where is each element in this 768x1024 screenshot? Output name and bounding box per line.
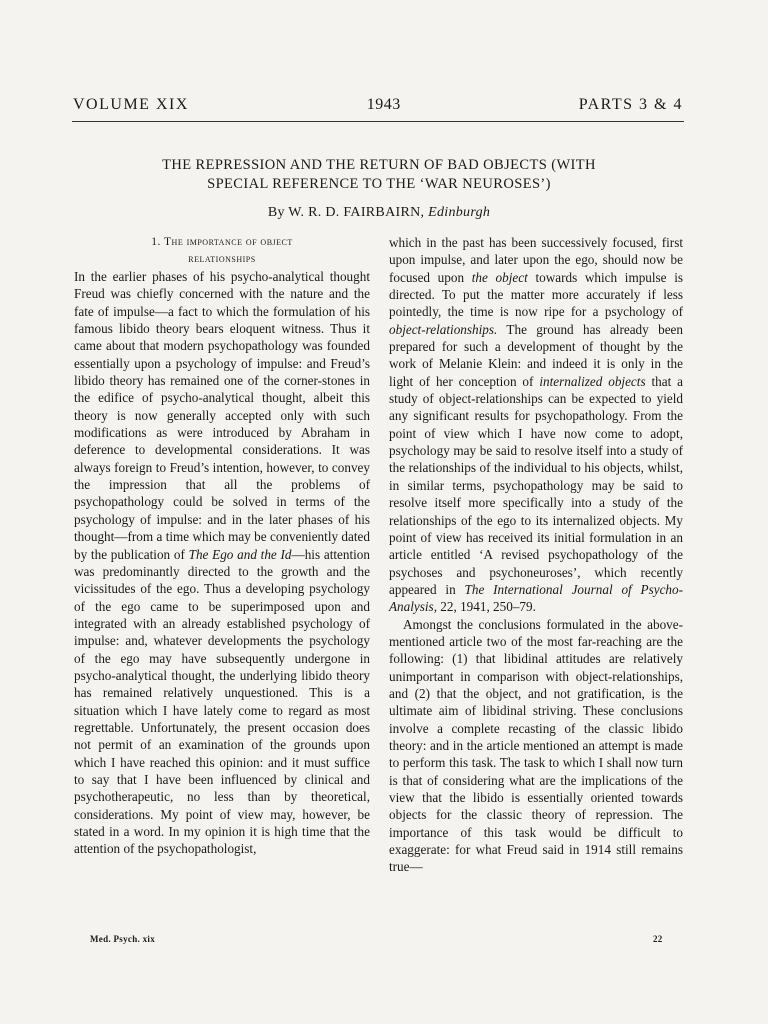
running-header xyxy=(73,96,683,114)
article-title xyxy=(90,156,668,194)
right-column xyxy=(389,234,683,876)
section-heading-line-2: relationships xyxy=(188,253,256,265)
paragraph xyxy=(74,268,370,858)
title-line-1: THE REPRESSION AND THE RETURN OF BAD OBJECTS (WITH xyxy=(162,157,596,173)
em-object-relationships: object-relationships. xyxy=(389,321,498,337)
title-line-2: SPECIAL REFERENCE TO THE ‘WAR NEUROSES’) xyxy=(207,176,551,192)
right-p1-c: The ground has already been prepared for such a development of thought by the work of Melanie Klein: and indeed it is only in the light of her conception of xyxy=(389,321,683,389)
header-rule xyxy=(72,121,684,122)
byline xyxy=(90,205,668,221)
left-column xyxy=(74,234,370,858)
year-label: 1943 xyxy=(366,96,401,113)
signature-mark: Med. Psych. xix xyxy=(90,934,155,944)
right-p1-d: that a study of object-relationships can be expected to yield any significant results for psychopathology. From the point of view which I have now come to adopt, psychology may be said to resolve itself into a study of the relationships of the individual to his objects, whilst, in similar terms, psychopathology may be said to resolve itself more specifically into a study of the relationships of the ego to its internalized objects. My point of view has received its initial formulation in an article entitled ‘A revised psychopathology of the psychoses and psychoneuroses’, which recently appeared in xyxy=(389,373,684,597)
section-heading xyxy=(74,234,370,268)
right-p1-b: towards which impulse is directed. To put the matter more accurately if less pointedly, the time is now ripe for a psychology of xyxy=(389,269,684,320)
journal-title: The International Journal of Psycho-Analysis, xyxy=(389,581,684,615)
em-object: the object xyxy=(471,269,528,285)
citation: 22, 1941, 250–79. xyxy=(440,599,536,615)
paragraph xyxy=(389,234,683,616)
em-internalized: internalized objects xyxy=(539,373,646,389)
right-p2: Amongst the conclusions formulated in the above-mentioned article two of the most far-reaching are the following: (1) that libidinal attitudes are relatively unimportant in comparison with object-relationships, and (2) that the object, and not gratification, is the ultimate aim of libidinal striving. These conclusions involve a complete recasting of the classic libido theory: and in the article mentioned an attempt is made to perform this task. The task to which I shall now turn is that of considering what are the implications of the view that the libido is essentially oriented towards objects for the classic theory of repression. The importance of this task would be difficult to exaggerate: for what Freud said in 1914 still remains true— xyxy=(389,616,683,875)
byline-place: Edinburgh xyxy=(428,205,491,220)
left-p1-cont: —his attention was predominantly directed to the growth and the vicissitudes of the ego. Thus a developing psychology of the ego came to be superimposed upon and integrated with an already established psychology of impulse: and, whatever developments the psychology of the ego may have subsequently undergone in psycho-analytical thought, the underlying libido theory has remained relatively unquestioned. This is a situation which I have lately come to regard as most regrettable. Unfortunately, the present occasion does not permit of an examination of the grounds upon which I have reached this opinion: and it must suffice to say that I have been influenced by clinical and psychotherapeutic, no less than by theoretical, considerations. My point of view may, however, be stated in a word. In my opinion it is high time that the attention of the psychopathologist, xyxy=(74,546,370,857)
book-title: The Ego and the Id xyxy=(188,546,292,562)
left-p1: In the earlier phases of his psycho-analytical thought Freud was chiefly concerned with the nature and the fate of impulse—a fact to which the formulation of his famous libido theory bears eloquent witness. Thus it came about that modern psychopathology was founded essentially upon a psychology of impulse: and Freud’s libido theory has remained one of the corner-stones in the edifice of psycho-analytical thought, albeit this theory is now generally accepted only with such modifications as were introduced by Abraham in deference to developmental considerations. It was always foreign to Freud’s intention, however, to convey the impression that all the problems of psychopathology could be solved in terms of the psychology of impulse: and in the later phases of his thought—from a time which may be conveniently dated by the publication of xyxy=(74,269,370,562)
section-heading-line-1: 1. The importance of object xyxy=(151,236,293,248)
page-number: 22 xyxy=(653,934,663,944)
right-p1-a: which in the past has been successively focused, first upon impulse, and later upon the ego, should now be focused upon xyxy=(389,235,683,285)
parts-label: PARTS 3 & 4 xyxy=(578,96,683,113)
paragraph xyxy=(389,616,683,876)
volume-label: VOLUME XIX xyxy=(73,96,189,113)
byline-author: By W. R. D. FAIRBAIRN, xyxy=(267,205,425,220)
